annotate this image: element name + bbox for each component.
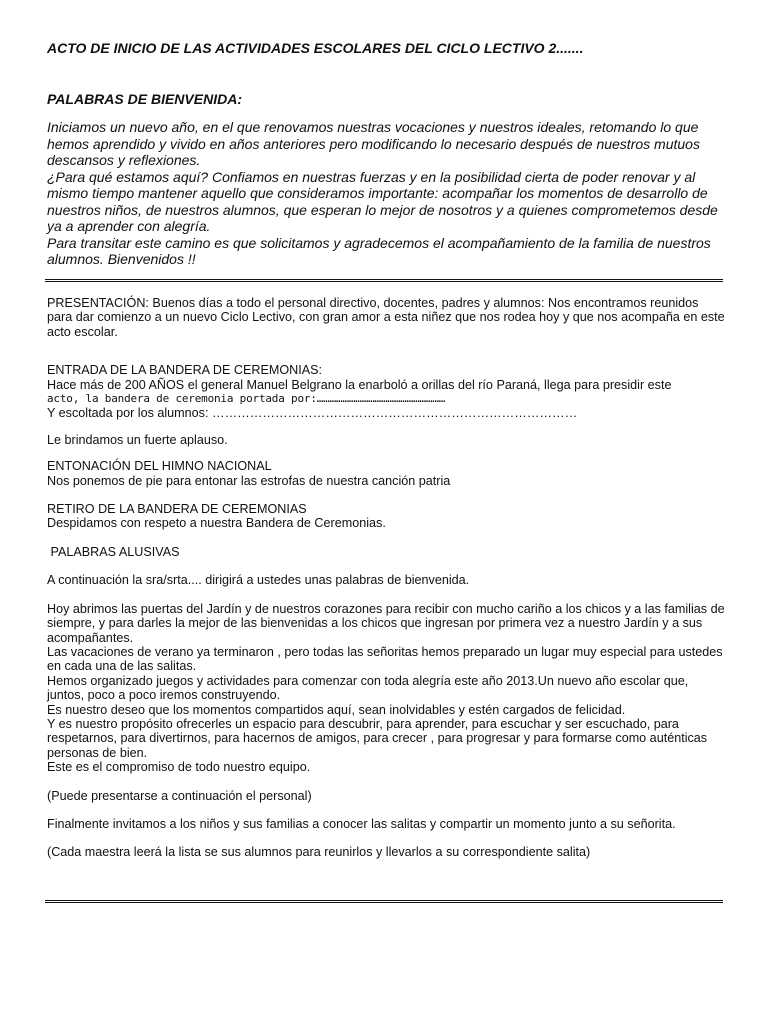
header-section <box>47 40 727 268</box>
flag-bearer-line: acto, la bandera de ceremonia portada por:…………………………………………………… <box>47 392 446 406</box>
applause-text: Le brindamos un fuerte aplauso. <box>47 432 228 447</box>
flag-retire-text: Despidamos con respeto a nuestra Bandera de Ceremonias. <box>47 516 386 531</box>
intro-paragraph: Para transitar este camino es que solicitamos y agradecemos el acompañamiento de la familia de nuestros alumnos. Bienvenidos !! <box>47 234 711 267</box>
anthem-text: Nos ponemos de pie para entonar las estrofas de nuestra canción patria <box>47 473 451 488</box>
speech-paragraph: Y es nuestro propósito ofrecerles un espacio para descubrir, para aprender, para escuchar y ser escuchado, para respetarnos, para divertirnos, para hacernos de amigos, para crecer , para progresar y para formarse como auténticas personas de bien. <box>47 716 708 760</box>
intro-paragraph: Iniciamos un nuevo año, en el que renovamos nuestras vocaciones y nuestros ideales, retomando lo que hemos aprendido y vivido en años anteriores pero modificando lo necesario después de nuestros mutuos descansos y reflexiones. <box>47 119 700 168</box>
welcome-heading: PALABRAS DE BIENVENIDA: <box>47 90 242 107</box>
flag-entry-heading: ENTRADA DE LA BANDERA DE CEREMONIAS: <box>47 363 323 378</box>
flag-entry-text: Hace más de 200 AÑOS el general Manuel Belgrano la enarboló a orillas del río Paraná, llega para presidir este <box>47 377 672 392</box>
speech-intro: A continuación la sra/srta.... dirigirá a ustedes unas palabras de bienvenida. <box>47 573 470 588</box>
presentation-paragraph: PRESENTACIÓN: Buenos días a todo el personal directivo, docentes, padres y alumnos: Nos encontramos reunidos para dar comienzo a un nuevo Ciclo Lectivo, con gran amor a esta niñez que nos rodea hoy y que nos acompaña en este acto escolar. <box>47 296 725 339</box>
speech-paragraph: Las vacaciones de verano ya terminaron , pero todas las señoritas hemos preparado un lugar muy especial para ustedes en cada una de las salitas. <box>47 644 723 674</box>
program-section <box>47 296 727 860</box>
document-title: ACTO DE INICIO DE LAS ACTIVIDADES ESCOLARES DEL CICLO LECTIVO 2....... <box>47 40 584 56</box>
speech-paragraph: Este es el compromiso de todo nuestro equipo. <box>47 760 311 775</box>
staff-note: (Puede presentarse a continuación el personal) <box>47 788 312 803</box>
intro-paragraph: ¿Para qué estamos aquí? Confiamos en nuestras fuerzas y en la posibilidad cierta de poder renovar y al mismo tiempo mantener aquello que consideramos importante: acompañar los momentos de desarrollo de nuestros niños, de nuestros alumnos, que esperan lo mejor de nosotros y a quienes comprometemos desde ya a aprender con alegría. <box>47 168 718 234</box>
class-list-note: (Cada maestra leerá la lista se sus alumnos para reunirlos y llevarlos a su correspondiente salita) <box>47 845 591 860</box>
flag-escort-line: Y escoltada por los alumnos: …………………………………………………………………………… <box>47 406 578 421</box>
flag-retire-heading: RETIRO DE LA BANDERA DE CEREMONIAS <box>47 502 307 517</box>
anthem-heading: ENTONACIÓN DEL HIMNO NACIONAL <box>47 459 272 474</box>
speech-paragraph: Es nuestro deseo que los momentos compartidos aquí, sean inolvidables y estén cargados de felicidad. <box>47 702 626 717</box>
bottom-double-rule <box>45 900 723 903</box>
speech-paragraph: Hoy abrimos las puertas del Jardín y de nuestros corazones para recibir con mucho cariño a los chicos y a las familias de siempre, y para darles la mejor de las bienvenidas a los chicos que ingresan por primera vez a nuestro Jardín y a sus acompañantes. <box>47 601 725 645</box>
closing-paragraph: Finalmente invitamos a los niños y sus familias a conocer las salitas y compartir un momento junto a su señorita. <box>47 816 676 831</box>
speech-paragraph: Hemos organizado juegos y actividades para comenzar con toda alegría este año 2013.Un nuevo año escolar que, juntos, poco a poco iremos construyendo. <box>47 673 689 703</box>
speech-heading: PALABRAS ALUSIVAS <box>47 544 180 559</box>
top-double-rule <box>45 279 723 282</box>
